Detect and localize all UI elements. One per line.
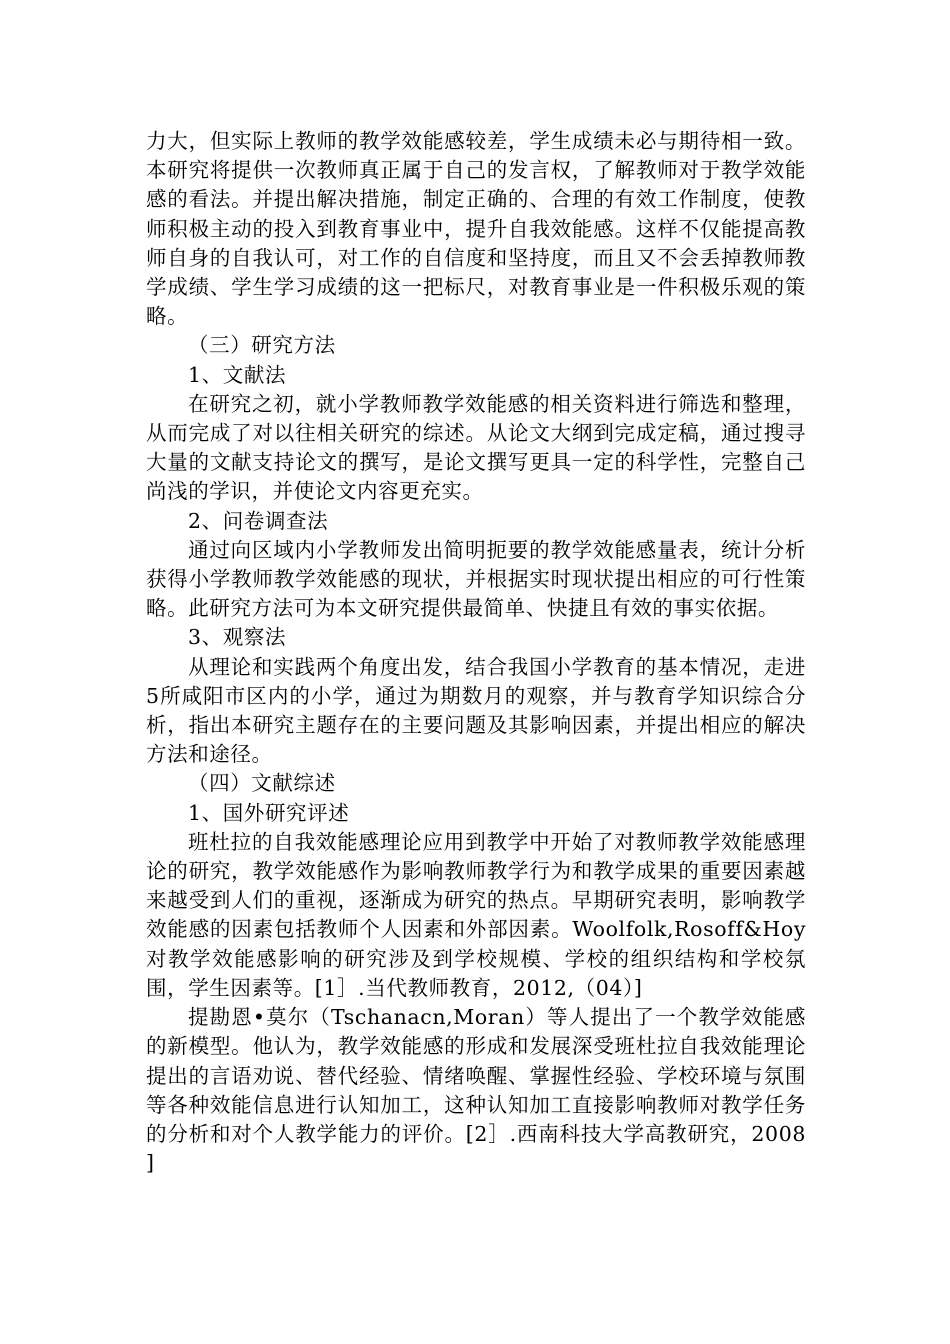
section-heading-research-methods: （三）研究方法 <box>188 333 336 358</box>
subheading-observation-method: 3、观察法 <box>188 625 287 650</box>
subheading-literature-method: 1、文献法 <box>188 362 287 387</box>
paragraph-literature-method: 在研究之初，就小学教师教学效能感的相关资料进行筛选和整理，从而完成了对以往相关研究的综述。从论文大纲到完成定稿，通过搜寻大量的文献支持论文的撰写，是论文撰写更具一定的科学性，完整自己尚浅的学识，并使论文内容更充实。 <box>146 391 806 504</box>
subheading-questionnaire-method: 2、问卷调查法 <box>188 508 329 533</box>
paragraph-bandura-theory: 班杜拉的自我效能感理论应用到教学中开始了对教师教学效能感理论的研究，教学效能感作为影响教师教学行为和教学成果的重要因素越来越受到人们的重视，逐渐成为研究的热点。早期研究表明，影响教学效能感的因素包括教师个人因素和外部因素。Woolfolk,Rosoff&Hoy对教学效能感影响的研究涉及到学校规模、学校的组织结构和学校氛围，学生因素等。[1］.当代教师教育，2012,（04）] <box>146 829 806 1000</box>
subheading-foreign-research: 1、国外研究评述 <box>188 800 350 825</box>
paragraph-tschannen-moran-model: 提勘恩•莫尔（Tschanacn,Moran）等人提出了一个教学效能感的新模型。他认为，教学效能感的形成和发展深受班杜拉自我效能理论提出的言语劝说、替代经验、情绪唤醒、掌握性经验、学校环境与氛围等各种效能信息进行认知加工，这种认知加工直接影响教师对教学任务的分析和对个人教学能力的评价。[2］.西南科技大学高教研究，2008 ] <box>146 1005 806 1176</box>
paragraph-intro-continued: 力大，但实际上教师的教学效能感较差，学生成绩未必与期待相一致。本研究将提供一次教师真正属于自己的发言权，了解教师对于教学效能感的看法。并提出解决措施，制定正确的、合理的有效工作制度，使教师积极主动的投入到教育事业中，提升自我效能感。这样不仅能提高教师自身的自我认可，对工作的自信度和坚持度，而且又不会丢掉教师教学成绩、学生学习成绩的这一把标尺，对教育事业是一件积极乐观的策略。 <box>146 129 806 329</box>
section-heading-literature-review: （四）文献综述 <box>188 771 336 796</box>
document-page <box>146 127 806 1178</box>
paragraph-questionnaire-method: 通过向区域内小学教师发出简明扼要的教学效能感量表，统计分析获得小学教师教学效能感的现状，并根据实时现状提出相应的可行性策略。此研究方法可为本文研究提供最简单、快捷且有效的事实依据。 <box>146 537 806 621</box>
paragraph-observation-method: 从理论和实践两个角度出发，结合我国小学教育的基本情况，走进5所咸阳市区内的小学，通过为期数月的观察，并与教育学知识综合分析，指出本研究主题存在的主要问题及其影响因素，并提出相应的解决方法和途径。 <box>146 654 806 767</box>
